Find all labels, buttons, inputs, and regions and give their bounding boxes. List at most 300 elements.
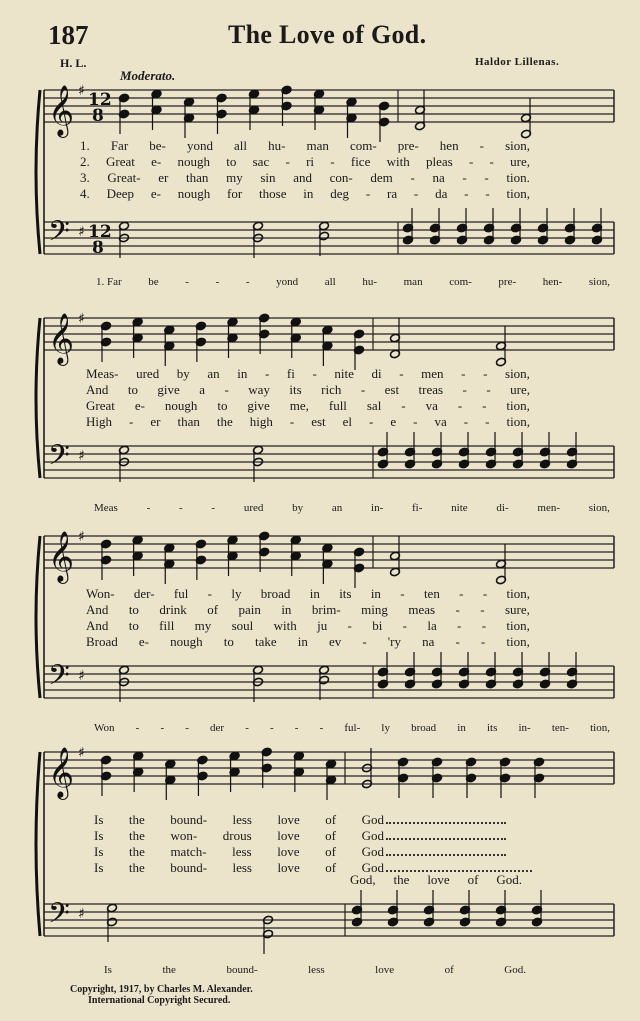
lyric-syllable: - (459, 586, 464, 601)
lyric-syllable: Is (94, 828, 104, 843)
treble-clef-icon-3: 𝄞 (48, 747, 75, 798)
lyric-syllable: to (226, 154, 237, 169)
lyric-syllable: - (319, 722, 324, 734)
lyric-syllable: by (292, 502, 304, 514)
lyric-syllable: - (179, 502, 183, 514)
lyric-syllable: all (234, 138, 248, 153)
lyric-syllable: nough (177, 154, 210, 169)
lyric-syllable: in (281, 602, 292, 617)
lyric-syllable: man (403, 276, 423, 288)
lyric-syllable: - (462, 170, 467, 185)
verse-3-line-3 (86, 618, 530, 634)
lyric-syllable: less (232, 844, 252, 859)
lyric-syllable: - (484, 170, 489, 185)
lyric-syllable: - (462, 382, 467, 397)
lyric-syllable: hen (439, 138, 459, 153)
lyric-syllable: in (297, 634, 308, 649)
lyric-syllable: - (479, 138, 484, 153)
lyric-syllable: con- (329, 170, 353, 185)
lyric-syllable: fi (286, 366, 295, 381)
lyric-syllable: with (273, 618, 297, 633)
lyric-syllable: fice (350, 154, 371, 169)
lyric-syllable: love (375, 964, 395, 976)
lyric-syllable: di (371, 366, 382, 381)
lyric-syllable: com- (349, 138, 377, 153)
lyric-syllable: my (194, 618, 212, 633)
lyric-syllable: give (157, 382, 180, 397)
lyric-syllable: Won (94, 722, 115, 734)
lyric-syllable: Deep (106, 186, 134, 201)
lyric-syllable: Far (110, 138, 129, 153)
lyric-syllable: by (176, 366, 190, 381)
lyric-syllable: - (485, 414, 490, 429)
lyric-syllable: to (127, 382, 138, 397)
lyric-syllable: - (480, 602, 485, 617)
time-sig-8-icon-treble-0: 8 (92, 106, 104, 126)
lyric-syllable: bound- (226, 964, 258, 976)
lyric-syllable: der (210, 722, 225, 734)
lyric-syllable: of (467, 872, 479, 887)
lyric-syllable: me, (289, 398, 309, 413)
lyric-syllable: treas (418, 382, 444, 397)
lyric-syllable: ful- (344, 722, 361, 734)
lyric-syllable: full (328, 398, 347, 413)
lyric-syllable: - (457, 618, 462, 633)
lyric-syllable: deg (330, 186, 350, 201)
lyric-syllable: all (324, 276, 336, 288)
lyric-syllable: - (160, 722, 165, 734)
lyric-syllable: dem (370, 170, 393, 185)
lyric-syllable: nough (164, 398, 198, 413)
lyric-syllable: - (481, 618, 487, 633)
lyric-syllable: e- (150, 186, 161, 201)
bass-lyric-line-1 (96, 276, 610, 288)
lyric-syllable: - (413, 414, 418, 429)
lyric-syllable: for (227, 186, 243, 201)
lyric-syllable: High (86, 414, 112, 429)
lyric-syllable: the (216, 414, 233, 429)
lyric-syllable: 4. (80, 186, 90, 201)
lyric-syllable: - (245, 722, 249, 734)
time-sig-12-icon-treble-0: 12 (88, 90, 112, 110)
lyric-syllable: - (135, 722, 140, 734)
lyric-syllable: high (249, 414, 273, 429)
hymn-title: The Love of God. (228, 20, 427, 49)
lyric-syllable: ra (386, 186, 398, 201)
copyright-line-2: International Copyright Secured. (88, 995, 231, 1006)
lyric-syllable: ten (423, 586, 440, 601)
key-sharp-icon-treble-2: ♯ (78, 529, 85, 545)
verse-3-line-1 (80, 170, 530, 186)
lyric-syllable: - (330, 154, 335, 169)
lyric-syllable: Great (106, 154, 135, 169)
bass-lyric-line-2 (94, 502, 610, 514)
lyric-syllable: of (325, 860, 337, 875)
lyric-syllable: sal (366, 398, 382, 413)
lyric-syllable: take (254, 634, 277, 649)
bass-clef-icon-0: 𝄢 (48, 215, 70, 255)
lyric-syllable: - (400, 586, 405, 601)
lyric-syllable: ured (243, 502, 264, 514)
lyric-syllable: less (308, 964, 325, 976)
lyric-syllable: pain (238, 602, 261, 617)
lyric-syllable: God (361, 844, 384, 859)
lyric-syllable: 'ry (387, 634, 401, 649)
lyric-syllable: love (277, 812, 300, 827)
lyric-syllable: hu- (362, 276, 378, 288)
verse-4-line-2 (86, 414, 530, 430)
system-brace-icon-0 (36, 90, 40, 254)
lyric-syllable: be (148, 276, 159, 288)
lyric-syllable: fill (159, 618, 175, 633)
lyric-syllable: broad (260, 586, 291, 601)
lyric-syllable: tion, (506, 414, 530, 429)
refrain-leader-dots (386, 854, 506, 856)
lyric-syllable: ure, (510, 382, 530, 397)
lyric-syllable: Great (86, 398, 115, 413)
lyric-syllable: ured (136, 366, 160, 381)
lyric-syllable: nough (177, 186, 211, 201)
key-sharp-icon-bass-0: ♯ (78, 224, 85, 240)
lyric-syllable: Meas- (86, 366, 119, 381)
verse-1-line-3 (86, 586, 530, 602)
lyric-syllable: - (401, 398, 406, 413)
lyric-syllable: - (312, 366, 317, 381)
lyric-syllable: yond (276, 276, 299, 288)
lyric-syllable: an (331, 502, 343, 514)
lyric-syllable: love (277, 860, 300, 875)
refrain-leader-dots (386, 838, 506, 840)
lyric-syllable: its (486, 722, 498, 734)
lyric-syllable: Is (104, 964, 112, 976)
lyric-syllable: yond (186, 138, 213, 153)
lyric-syllable: men- (537, 502, 560, 514)
lyric-syllable: love (427, 872, 450, 887)
lyric-syllable: - (245, 276, 250, 288)
treble-clef-icon-0: 𝄞 (48, 85, 75, 136)
lyric-syllable: God (361, 828, 384, 843)
lyric-syllable: - (468, 154, 474, 169)
lyric-syllable: 3. (80, 170, 90, 185)
lyric-syllable: in- (518, 722, 531, 734)
lyric-syllable: And (86, 602, 109, 617)
key-sharp-icon-bass-2: ♯ (78, 668, 85, 684)
lyric-syllable: drink (159, 602, 187, 617)
lyric-syllable: less (232, 860, 252, 875)
lyric-syllable: e- (151, 154, 162, 169)
lyric-syllable: na (432, 170, 445, 185)
lyric-syllable: - (455, 602, 460, 617)
lyric-syllable: - (486, 382, 491, 397)
lyric-syllable: God (361, 812, 384, 827)
lyric-syllable: brim- (311, 602, 341, 617)
lyric-syllable: of (325, 812, 337, 827)
lyric-syllable: - (413, 186, 419, 201)
lyric-syllable: - (285, 154, 290, 169)
lyric-syllable: nough (170, 634, 203, 649)
lyric-syllable: in- (371, 502, 384, 514)
lyric-syllable: in (457, 722, 466, 734)
lyric-syllable: ly (231, 586, 242, 601)
lyric-syllable: God (361, 860, 384, 875)
lyric-syllable: won- (170, 828, 198, 843)
key-sharp-icon-treble-1: ♯ (78, 311, 85, 327)
lyric-syllable: Broad (86, 634, 118, 649)
bass-clef-icon-3: 𝄢 (48, 897, 70, 937)
lyric-syllable: way (248, 382, 270, 397)
refrain-leader-dots (386, 822, 506, 824)
lyric-syllable: Is (94, 860, 104, 875)
lyric-syllable: to (217, 398, 228, 413)
lyric-syllable: in (309, 586, 320, 601)
lyric-syllable: - (489, 154, 494, 169)
refrain-line-4 (94, 860, 384, 876)
lyric-syllable: to (223, 634, 234, 649)
lyric-syllable: Meas (94, 502, 118, 514)
lyric-syllable: meas (408, 602, 436, 617)
lyric-syllable: na (422, 634, 435, 649)
lyric-syllable: tion, (506, 634, 530, 649)
lyric-syllable: - (464, 186, 469, 201)
lyric-syllable: - (455, 634, 460, 649)
lyric-syllable: men (421, 366, 444, 381)
lyric-syllable: of (325, 844, 336, 859)
lyric-syllable: ev (328, 634, 342, 649)
key-sharp-icon-bass-1: ♯ (78, 448, 85, 464)
lyric-syllable: tion, (506, 586, 530, 601)
lyric-syllable: - (463, 414, 469, 429)
lyric-syllable: the (393, 872, 410, 887)
lyric-syllable: der- (133, 586, 155, 601)
lyric-syllable: And (86, 382, 109, 397)
lyric-syllable: God, (350, 872, 376, 887)
lyric-syllable: bound- (170, 812, 208, 827)
lyric-syllable: - (207, 586, 213, 601)
lyric-syllable: e (390, 414, 397, 429)
lyric-syllable: - (185, 276, 189, 288)
lyric-syllable: the (162, 964, 176, 976)
lyric-syllable: tion, (506, 398, 530, 413)
lyric-syllable: ly (381, 722, 390, 734)
lyric-syllable: - (365, 186, 371, 201)
treble-clef-icon-1: 𝄞 (48, 313, 75, 364)
lyric-syllable: tion, (506, 618, 530, 633)
verse-1-line-1 (80, 138, 530, 154)
copyright (70, 984, 253, 1006)
bass-clef-icon-2: 𝄢 (48, 659, 70, 699)
lyric-syllable: soul (231, 618, 254, 633)
composer: Haldor Lillenas. (475, 56, 560, 68)
lyric-syllable: e- (134, 398, 145, 413)
key-sharp-icon-treble-0: ♯ (78, 83, 85, 99)
lyric-syllable: in (303, 186, 314, 201)
lyric-syllable: than (186, 170, 209, 185)
lyric-syllable: God. (496, 872, 522, 887)
treble-clef-icon-2: 𝄞 (48, 531, 75, 582)
time-sig-8-icon-bass-0: 8 (92, 238, 104, 258)
lyric-syllable: of (207, 602, 219, 617)
verse-1-line-2 (86, 366, 530, 382)
refrain-line-2 (94, 828, 384, 844)
lyric-syllable: sion, (588, 502, 610, 514)
lyric-syllable: la (427, 618, 437, 633)
verse-2-line-3 (86, 602, 530, 618)
lyric-syllable: drous (222, 828, 252, 843)
lyric-syllable: the (128, 860, 145, 875)
lyric-syllable: - (294, 722, 299, 734)
lyric-syllable: tion, (590, 722, 610, 734)
verse-4-line-3 (86, 634, 530, 650)
refrain-line-1 (94, 812, 384, 828)
lyric-syllable: be- (149, 138, 166, 153)
lyric-syllable: 1. Far (96, 276, 122, 288)
lyric-syllable: va (425, 398, 438, 413)
verse-2-line-2 (86, 382, 530, 398)
lyric-syllable: the (128, 844, 145, 859)
lyric-syllable: sure, (505, 602, 530, 617)
lyric-syllable: in (237, 366, 248, 381)
key-sharp-icon-treble-3: ♯ (78, 745, 85, 761)
lyric-syllable: of (444, 964, 454, 976)
copyright-line-1: Copyright, 1917, by Charles M. Alexander. (70, 984, 253, 995)
lyric-syllable: - (399, 366, 404, 381)
system-brace-icon-1 (36, 318, 40, 478)
lyric-syllable: an (207, 366, 220, 381)
lyric-syllable: those (259, 186, 287, 201)
time-sig-12-icon-bass-0: 12 (88, 222, 112, 242)
lyric-syllable: Is (94, 844, 104, 859)
lyric-syllable: - (270, 722, 274, 734)
lyric-syllable: - (215, 276, 220, 288)
lyric-syllable: sac (252, 154, 270, 169)
lyric-syllable: di- (496, 502, 509, 514)
system-brace-icon-3 (36, 752, 40, 936)
lyric-syllable: sin (260, 170, 276, 185)
lyric-syllable: - (185, 722, 189, 734)
lyric-syllable: the (128, 828, 145, 843)
lyric-syllable: give (247, 398, 270, 413)
lyric-syllable: tion, (506, 186, 530, 201)
lyric-syllable: - (264, 366, 270, 381)
lyric-syllable: And (86, 618, 109, 633)
lyric-syllable: Great- (107, 170, 141, 185)
lyric-syllable: pre- (498, 276, 517, 288)
lyric-syllable: tion. (506, 170, 530, 185)
lyric-syllable: love (277, 828, 300, 843)
lyric-syllable: - (347, 618, 352, 633)
lyric-syllable: Won- (86, 586, 115, 601)
lyric-syllable: - (129, 414, 134, 429)
lyric-syllable: ri (306, 154, 315, 169)
lyric-syllable: - (369, 414, 374, 429)
lyric-syllable: e- (138, 634, 149, 649)
lyric-syllable: man (306, 138, 329, 153)
lyric-syllable: va (434, 414, 447, 429)
key-sharp-icon-bass-3: ♯ (78, 906, 85, 922)
bass-lyric-line-3 (94, 722, 610, 734)
lyric-syllable: nite (334, 366, 354, 381)
system-brace-icon-2 (36, 536, 40, 698)
lyric-syllable: - (485, 186, 490, 201)
lyric-syllable: a (199, 382, 206, 397)
verse-3-line-2 (86, 398, 530, 414)
refrain-line-3 (94, 844, 384, 860)
lyric-syllable: est (311, 414, 326, 429)
lyric-syllable: hu- (268, 138, 286, 153)
bass-lyric-line-4 (104, 964, 526, 976)
lyric-syllable: sion, (505, 138, 530, 153)
lyric-syllable: my (226, 170, 243, 185)
lyric-syllable: to (128, 618, 139, 633)
lyric-syllable: pre- (397, 138, 419, 153)
lyric-syllable: its (289, 382, 302, 397)
lyric-syllable: - (402, 618, 407, 633)
lyric-syllable: - (461, 366, 466, 381)
lyric-syllable: er (150, 414, 161, 429)
lyric-syllable: of (325, 828, 337, 843)
lyric-syllable: than (177, 414, 200, 429)
lyric-syllable: er (158, 170, 169, 185)
lyric-syllable: nite (451, 502, 468, 514)
verse-4-line-1 (80, 186, 530, 202)
lyric-syllable: - (211, 502, 216, 514)
lyric-syllable: el (342, 414, 353, 429)
lyric-syllable: God. (504, 964, 526, 976)
lyric-syllable: less (232, 812, 252, 827)
lyric-syllable: - (482, 398, 487, 413)
lyric-syllable: - (480, 634, 486, 649)
verse-2-line-1 (80, 154, 530, 170)
lyric-syllable: hen- (542, 276, 563, 288)
lyric-syllable: - (482, 586, 488, 601)
lyric-syllable: love (277, 844, 300, 859)
lyric-syllable: ten- (551, 722, 569, 734)
lyric-syllable: bound- (170, 860, 208, 875)
lyric-syllable: sion, (588, 276, 610, 288)
lyric-syllable: - (457, 398, 463, 413)
lyric-syllable: - (483, 366, 488, 381)
lyric-syllable: - (362, 634, 367, 649)
lyric-syllable: 2. (80, 154, 90, 169)
lyric-syllable: rich (321, 382, 342, 397)
lyric-syllable: - (146, 502, 151, 514)
lyric-syllable: with (386, 154, 410, 169)
lyric-syllable: ju (317, 618, 328, 633)
lyric-syllable: in (370, 586, 381, 601)
lyric-syllable: ful (173, 586, 189, 601)
lyric-syllable: match- (170, 844, 207, 859)
lyric-syllable: 1. (80, 138, 90, 153)
tempo-marking: Moderato. (120, 68, 176, 83)
hymn-number: 187 (48, 20, 89, 50)
lyric-syllable: ming (361, 602, 388, 617)
bass-clef-icon-1: 𝄢 (48, 439, 70, 479)
lyric-syllable: fi- (412, 502, 423, 514)
lyric-syllable: sion, (505, 366, 530, 381)
lyric-syllable: bi (372, 618, 383, 633)
words-by: H. L. (60, 56, 87, 70)
lyric-syllable: ure, (510, 154, 530, 169)
lyric-syllable: - (224, 382, 229, 397)
lyric-syllable: - (360, 382, 366, 397)
lyric-syllable: its (339, 586, 352, 601)
lyric-syllable: to (128, 602, 139, 617)
lyric-syllable: broad (411, 722, 437, 734)
lyric-syllable: the (128, 812, 145, 827)
lyric-syllable: com- (449, 276, 472, 288)
lyric-syllable: est (384, 382, 400, 397)
lyric-syllable: Is (94, 812, 104, 827)
